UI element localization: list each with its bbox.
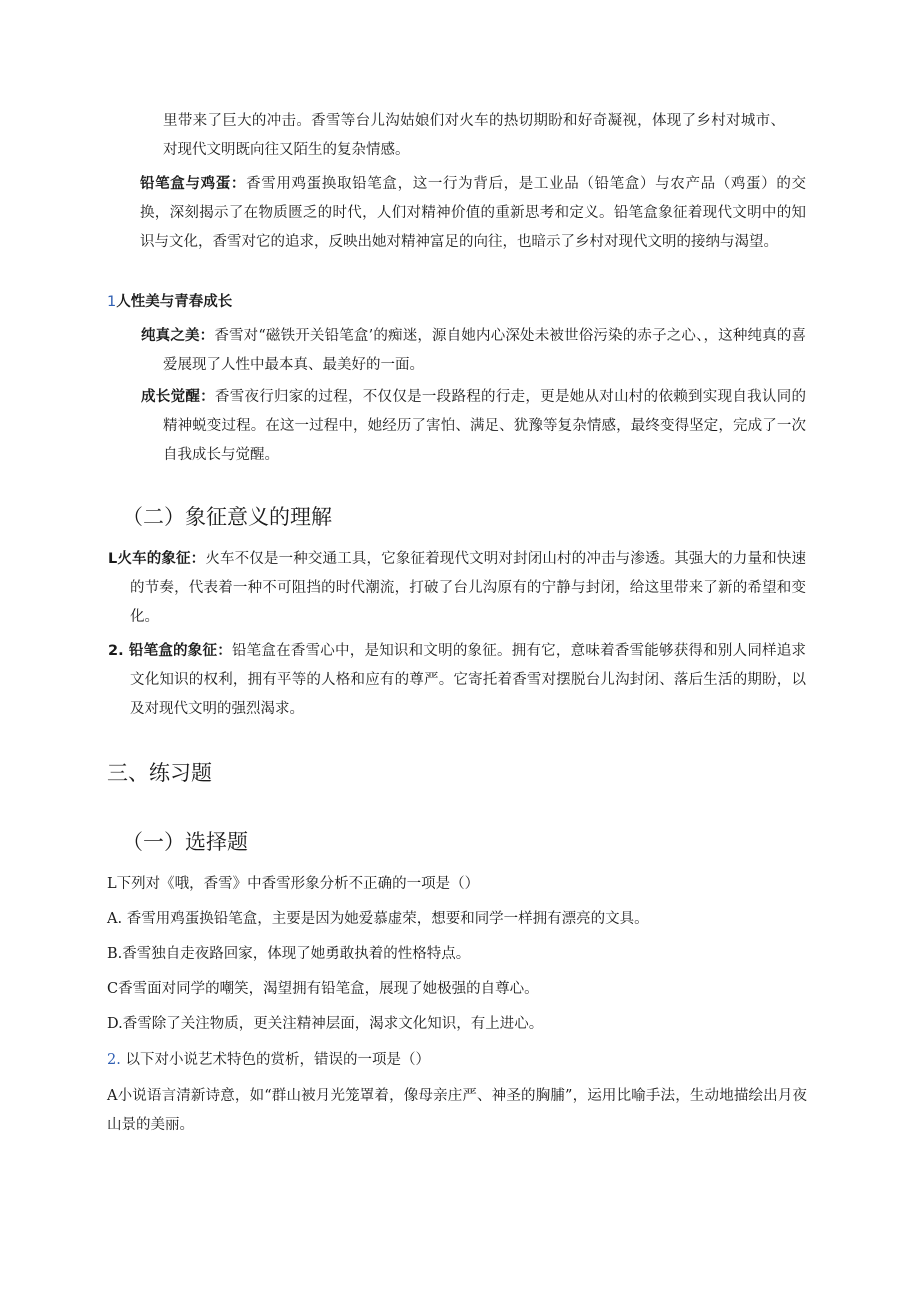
- growth-label: 成长觉醒：: [141, 389, 215, 405]
- q1-stem: L下列对《哦，香雪》中香雪形象分析不正确的一项是（）: [107, 876, 480, 892]
- purity-paragraph: [141, 322, 806, 380]
- train-symbol-label: L火车的象征：: [108, 551, 206, 567]
- q2-number: 2.: [107, 1052, 121, 1068]
- q1-option-c: C香雪面对同学的嘲笑，渴望拥有铅笔盒，展现了她极强的自尊心。: [107, 981, 539, 997]
- growth-paragraph: [141, 383, 806, 470]
- q1-option-d: D.香雪除了关注物质，更关注精神层面，渴求文化知识，有上进心。: [107, 1016, 544, 1032]
- pencil-egg-paragraph: [140, 170, 806, 257]
- section-human-title: 人性美与青春成长: [116, 294, 233, 310]
- pencil-egg-text: 香雪用鸡蛋换取铅笔盒，这一行为背后，是工业品（铅笔盒）与农产品（鸡蛋）的交换，深刻揭示了在物质匮乏的时代，人们对精神价值的重新思考和定义。铅笔盒象征着现代文明中的知识与文化，香雪对它的追求，反映出她对精神富足的向往，也暗示了乡村对现代文明的接纳与渴望。: [140, 176, 807, 250]
- pencil-symbol-paragraph: [108, 637, 806, 724]
- section-human-number: 1: [107, 294, 117, 310]
- q1-option-b: B.香雪独自走夜路回家，体现了她勇敢执着的性格特点。: [107, 946, 471, 962]
- pencil-egg-label: 铅笔盒与鸡蛋：: [140, 176, 247, 192]
- purity-label: 纯真之美：: [141, 328, 215, 344]
- continuation-paragraph: [163, 107, 785, 165]
- q2-stem: 以下对小说艺术特色的赏析，错误的一项是（）: [120, 1052, 430, 1068]
- q1-option-a: A. 香雪用鸡蛋换铅笔盒，主要是因为她爱慕虚荣，想要和同学一样拥有漂亮的文具。: [107, 911, 649, 927]
- train-symbol-paragraph: [108, 545, 806, 632]
- growth-text: 香雪夜行归家的过程，不仅仅是一段路程的行走，更是她从对山村的依赖到实现自我认同的精神蜕变过程。在这一过程中，她经历了害怕、满足、犹豫等复杂情感，最终变得坚定，完成了一次自我成长与觉醒。: [163, 389, 806, 463]
- q2-option-a: A小说语言清新诗意，如“群山被月光笼罩着，像母亲庄严、神圣的胸脯”，运用比喻手法，生动地描绘出月夜山景的美丽。: [107, 1088, 807, 1133]
- purity-text: 香雪对“磁铁开关铅笔盒’的痴迷，源自她内心深处未被世俗污染的赤子之心、，这种纯真的喜爱展现了人性中最本真、最美好的一面。: [163, 328, 806, 373]
- train-symbol-text: 火车不仅是一种交通工具，它象征着现代文明对封闭山村的冲击与渗透。其强大的力量和快速的节奏，代表着一种不可阻挡的时代潮流，打破了台儿沟原有的宁静与封闭，给这里带来了新的希望和变化。: [130, 551, 806, 625]
- pencil-symbol-text: 铅笔盒在香雪心中，是知识和文明的象征。拥有它，意味着香雪能够获得和别人同样追求文化知识的权利，拥有平等的人格和应有的尊严。它寄托着香雪对摆脱台儿沟封闭、落后生活的期盼，以及对现代文明的强烈渴求。: [130, 643, 806, 717]
- heading-practice: 三、练习题: [107, 761, 212, 785]
- heading-symbol-meaning: （二）象征意义的理解: [122, 505, 332, 529]
- heading-choice: （一）选择题: [122, 830, 248, 854]
- section-human-heading: [107, 288, 507, 317]
- pencil-symbol-label: 2. 铅笔盒的象征：: [108, 643, 232, 659]
- q2-stem-line: [107, 1046, 807, 1075]
- continuation-text: 里带来了巨大的冲击。香雪等台儿沟姑娘们对火车的热切期盼和好奇凝视，体现了乡村对城市、对现代文明既向往又陌生的复杂情感。: [163, 113, 785, 158]
